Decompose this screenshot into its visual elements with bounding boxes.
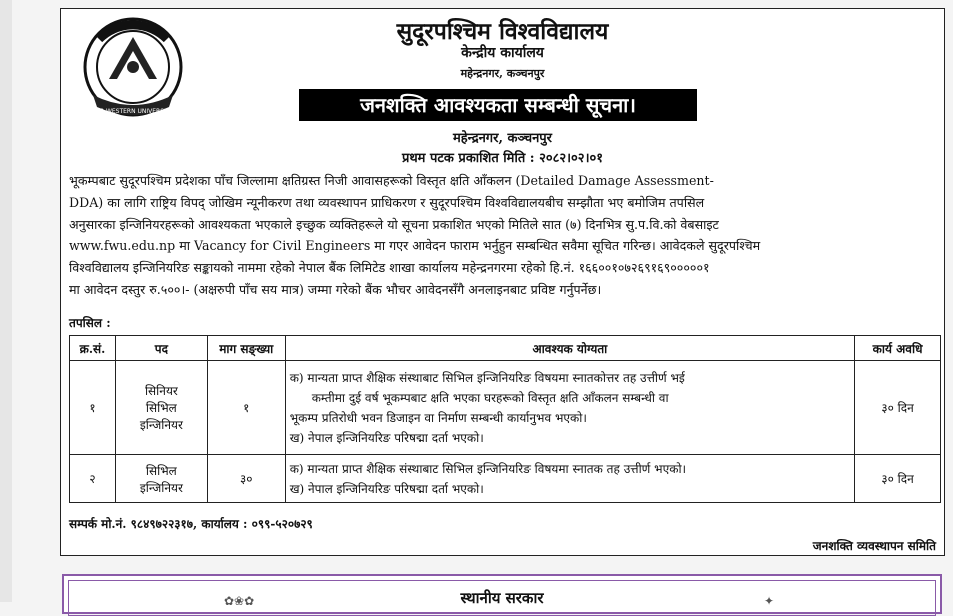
table-header-row [70, 336, 941, 361]
qualification-line: ख) नेपाल इन्जिनियरिङ परिषद्मा दर्ता भएको। [289, 481, 484, 496]
next-notice-title: स्थानीय सरकार [460, 589, 544, 607]
body-line: मा आवेदन दस्तुर रु.५००।- (अक्षरुपी पाँच सय मात्र) जम्मा गरेको बैंक भौचर आवेदनसँगै अनलाइनबाट प्रविष्ट गर्नुपर्नेछ। [69, 281, 602, 297]
cell-demand: ३० [207, 455, 285, 503]
tapsil-label: तपसिल : [69, 316, 111, 330]
cell-sn: २ [70, 455, 116, 503]
post-line: इन्जिनियर [139, 480, 183, 495]
next-notice-panel [62, 574, 942, 614]
body-line: अनुसारका इन्जिनियरहरूको आवश्यकता भएकाले इच्छुक व्यक्तिहरूले यो सूचना प्रकाशित भएको मितिले सात (७) दिनभित्र सु.प.वि.को वेबसाइट [69, 216, 719, 232]
qualification-line: ख) नेपाल इन्जिनियरिङ परिषद्मा दर्ता भएको। [289, 430, 484, 445]
cell-post [115, 455, 207, 503]
left-margin-band [0, 0, 12, 602]
ornament-icon: ✦ [764, 594, 775, 608]
office-name: केन्द्रीय कार्यालय [461, 45, 544, 61]
qualification-line: क) मान्यता प्राप्त शैक्षिक संस्थाबाट सिभिल इन्जिनियरिङ विषयमा स्नातकोत्तर तह उत्तीर्ण भई [289, 370, 685, 385]
cell-qualification [285, 455, 854, 503]
header-sn: क्र.सं. [70, 336, 116, 361]
post-line: इन्जिनियर [139, 418, 183, 432]
qualification-line: भूकम्प प्रतिरोधी भवन डिजाइन वा निर्माण सम्बन्धी कार्यानुभव भएको। [289, 410, 587, 425]
body-line: www.fwu.edu.np मा Vacancy for Civil Engineers मा गएर आवेदन फाराम भर्नुहुन सम्बन्धित सवैमा सूचित गरिन्छ। आवेदकले सुदूरपश्चिम [69, 238, 761, 254]
ornament-icon: ✿❀✿ [224, 594, 255, 608]
notice-location: महेन्द्रनगर, कञ्चनपुर [453, 131, 552, 146]
cell-qualification [285, 361, 854, 455]
requirements-table [69, 335, 941, 503]
cell-duration: ३० दिन [855, 361, 941, 455]
header-post: पद [115, 336, 207, 361]
notice-banner: जनशक्ति आवश्यकता सम्बन्धी सूचना। [299, 89, 697, 121]
header-qualification: आवश्यक योग्यता [285, 336, 854, 361]
body-line: विश्वविद्यालय इन्जिनियरिङ सङ्कायको नाममा रहेको नेपाल बैंक लिमिटेड शाखा कार्यालय महेन्द्रनगरमा रहेको हि.नं. १६६००१०७२६९१६९०००००१ [69, 260, 710, 276]
qualification-line: क) मान्यता प्राप्त शैक्षिक संस्थाबाट सिभिल इन्जिनियरिङ विषयमा स्नातक तह उत्तीर्ण भएको। [289, 461, 687, 476]
table-row [70, 361, 941, 455]
published-date: प्रथम पटक प्रकाशित मिति : २०८२।०२।०१ [401, 151, 604, 166]
body-line: DDA) का लागि राष्ट्रिय विपद् जोखिम न्यूनीकरण तथा व्यवस्थापन प्राधिकरण र सुदूरपश्चिम विश्वविद्यालयबीच सम्झौता भए बमोजिम तपसिल [69, 194, 705, 210]
post-line: सिभिल [145, 401, 177, 415]
notice-body [69, 170, 939, 301]
header-duration: कार्य अवधि [855, 336, 941, 361]
contact-info: सम्पर्क मो.नं. ९८४९७२२३१७, कार्यालय : ०९९-५२०७२९ [69, 517, 313, 531]
cell-demand: १ [207, 361, 285, 455]
header-demand: माग सङ्ख्या [207, 336, 285, 361]
university-name: सुदूरपश्चिम विश्वविद्यालय [396, 18, 609, 45]
body-line: भूकम्पबाट सुदूरपश्चिम प्रदेशका पाँच जिल्लामा क्षतिग्रस्त निजी आवासहरूको विस्तृत क्षति आँकलन (Detailed Damage Assessment- [69, 173, 714, 188]
post-line: सिभिल [145, 463, 177, 478]
logo-bottom-text: FAR WESTERN UNIVERSITY [92, 108, 174, 115]
post-line: सिनियर [144, 384, 178, 398]
cell-post [115, 361, 207, 455]
cell-sn: १ [70, 361, 116, 455]
office-location: महेन्द्रनगर, कञ्चनपुर [460, 67, 545, 80]
qualification-line: कम्तीमा दुई वर्ष भूकम्पबाट क्षति भएका घरहरूको विस्तृत क्षति आँकलन सम्बन्धी वा [311, 390, 669, 405]
cell-duration: ३० दिन [855, 455, 941, 503]
table-row [70, 455, 941, 503]
signature-committee: जनशक्ति व्यवस्थापन समिति [812, 539, 936, 553]
notice-panel [60, 8, 945, 556]
